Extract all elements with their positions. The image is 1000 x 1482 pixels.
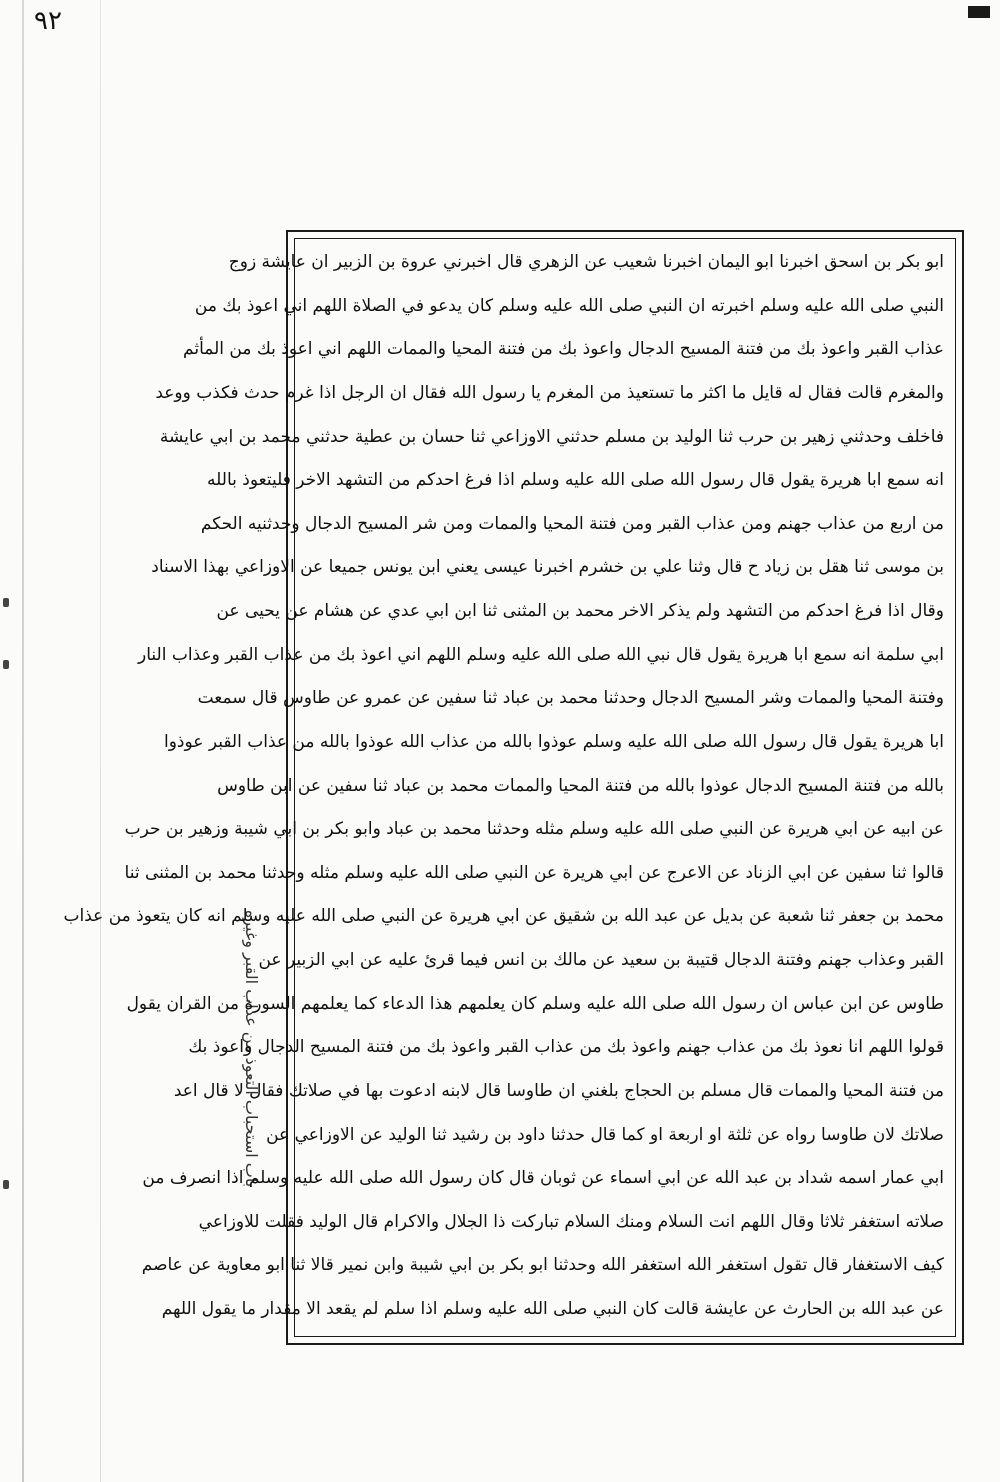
edge-mark	[3, 1180, 9, 1189]
margin-chapter-heading-text: باب استحباب التعوذ من عذاب القبر وغيره	[242, 909, 262, 1187]
text-line: صلاتك لان طاوسا رواه عن ثلثة او اربعة او كما قال حدثنا داود بن رشيد ثنا الوليد عن الاوزاعي عن	[266, 1124, 944, 1145]
text-line: القبر وعذاب جهنم وفتنة الدجال قتيبة بن سعيد عن مالك بن انس فيما قرئ عليه عن ابي الزبير عن	[258, 950, 944, 970]
page-crease-left	[22, 0, 24, 1482]
text-line: بن موسى ثنا هقل بن زياد ح قال وثنا علي بن خشرم اخبرنا عيسى يعني ابن يونس جميعا عن الاوزاعي بهذا الاسناد	[151, 557, 944, 578]
text-line: عذاب القبر واعوذ بك من فتنة المسيح الدجال واعوذ بك من فتنة المحيا والممات اللهم اني اعوذ بك من المأثم	[183, 339, 944, 360]
edge-mark	[3, 660, 9, 669]
edge-mark	[3, 598, 9, 607]
text-line: ابي سلمة انه سمع ابا هريرة يقول قال نبي الله صلى الله عليه وسلم اللهم اني اعوذ بك من عذاب القبر وعذاب النار	[138, 644, 944, 665]
text-line: ابا هريرة يقول قال رسول الله صلى الله عليه وسلم عوذوا بالله من عذاب الله عوذوا بالله من عذاب القبر عوذوا	[163, 731, 944, 752]
text-line: النبي صلى الله عليه وسلم اخبرته ان النبي صلى الله عليه وسلم كان يدعو في الصلاة اللهم اني اعوذ بك من	[194, 295, 944, 316]
text-line: والمغرم قالت فقال له قايل ما اكثر ما تستعيذ من المغرم يا رسول الله فقال ان الرجل اذا غرم حدث فكذب ووعد	[155, 382, 944, 403]
text-line: من اربع من عذاب جهنم ومن عذاب القبر ومن فتنة المحيا والممات ومن شر المسيح الدجال وحدثنيه الحكم	[200, 513, 944, 534]
text-line: ابي عمار اسمه شداد بن عبد الله عن ابي اسماء عن ثوبان قال كان رسول الله صلى الله عليه وسلم اذا انصرف من	[142, 1168, 944, 1189]
text-line: صلاته استغفر ثلاثا وقال اللهم انت السلام ومنك السلام تباركت ذا الجلال والاكرام قال الوليد فقلت للاوزاعي	[198, 1211, 944, 1232]
text-line: قالوا ثنا سفين عن ابي الزناد عن الاعرج عن ابي هريرة عن النبي صلى الله عليه وسلم مثله وحدثنا محمد بن المثنى ثنا	[124, 862, 944, 883]
text-line: كيف الاستغفار قال تقول استغفر الله استغفر الله وحدثنا ابو بكر بن ابي شيبة وابن نمير قالا ثنا ابو معاوية عن عاصم	[141, 1255, 944, 1276]
text-line: محمد بن جعفر ثنا شعبة عن بديل عن عبد الله بن شقيق عن ابي هريرة عن النبي صلى الله عليه وسلم انه كان يتعوذ من عذاب	[63, 906, 944, 927]
text-line: انه سمع ابا هريرة يقول قال رسول الله صلى الله عليه وسلم اذا فرغ احدكم من التشهد الاخر فليتعوذ بالله	[207, 470, 944, 491]
text-line: طاوس عن ابن عباس ان رسول الله صلى الله عليه وسلم كان يعلمهم هذا الدعاء كما يعلمهم السورة من القران يقول	[126, 993, 944, 1014]
text-line: من فتنة المحيا والممات قال مسلم بن الحجاج بلغني ان طاوسا قال لابنه ادعوت بها في صلاتك فقال لا قال اعد	[173, 1080, 944, 1101]
text-line: بالله من فتنة المسيح الدجال عوذوا بالله من فتنة المحيا والممات محمد بن عباد ثنا سفين عن ابن طاوس	[217, 775, 944, 796]
text-line: فاخلف وحدثني زهير بن حرب ثنا الوليد بن مسلم حدثني الاوزاعي ثنا حسان بن عطية حدثني محمد بن ابي عايشة	[159, 426, 944, 447]
text-line: وقال اذا فرغ احدكم من التشهد ولم يذكر الاخر محمد بن المثنى ثنا ابن ابي عدي عن هشام عن يحيى عن	[216, 601, 944, 621]
text-line: عن ابيه عن ابي هريرة عن النبي صلى الله عليه وسلم مثله وحدثنا محمد بن عباد وابو بكر بن ابي شيبة وزهير بن حرب	[124, 819, 944, 840]
text-line: قولوا اللهم انا نعوذ بك من عذاب جهنم واعوذ بك من عذاب القبر واعوذ بك من فتنة المسيح الدجال واعوذ بك	[188, 1037, 944, 1058]
corner-mark	[968, 6, 990, 18]
text-line: وفتنة المحيا والممات وشر المسيح الدجال وحدثنا محمد بن عباد ثنا سفين عن عمرو عن طاوس قال سمعت	[197, 688, 944, 709]
page-crease-inner	[100, 0, 101, 1482]
text-line: عن عبد الله بن الحارث عن عايشة قالت كان النبي صلى الله عليه وسلم اذا سلم لم يقعد الا مقدار ما يقول اللهم	[161, 1299, 944, 1319]
page-number: ٩٢	[34, 6, 62, 36]
text-line: ابو بكر بن اسحق اخبرنا ابو اليمان اخبرنا شعيب عن الزهري قال اخبرني عروة بن الزبير ان عايشة زوج	[228, 252, 944, 272]
